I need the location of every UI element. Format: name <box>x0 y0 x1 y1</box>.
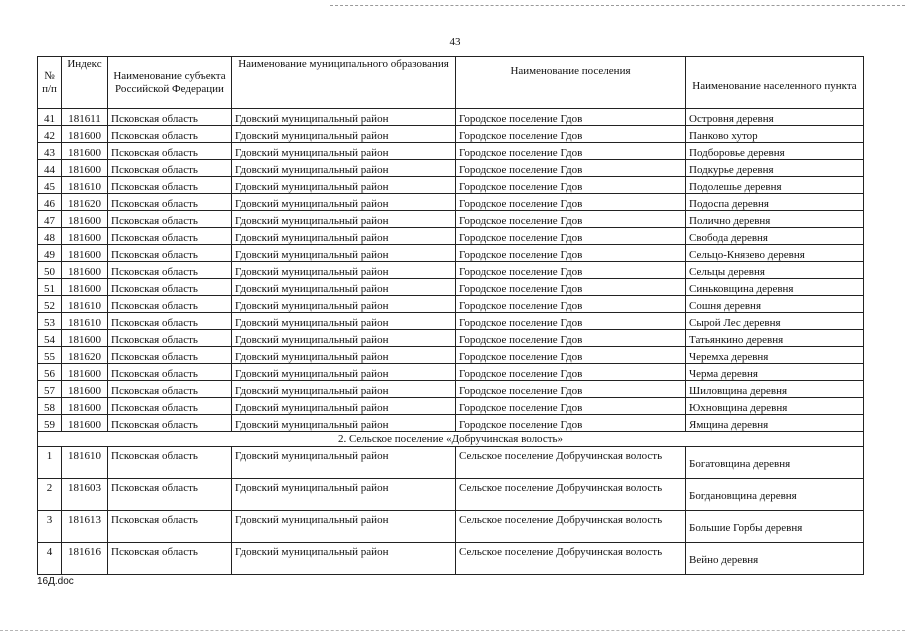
row-municipality: Гдовский муниципальный район <box>232 511 456 543</box>
row-municipality: Гдовский муниципальный район <box>232 415 456 432</box>
row-subject: Псковская область <box>108 313 232 330</box>
row-locality: Сельцы деревня <box>686 262 864 279</box>
row-municipality: Гдовский муниципальный район <box>232 313 456 330</box>
table-row <box>38 313 864 330</box>
row-locality: Богатовщина деревня <box>686 447 864 479</box>
row-locality: Свобода деревня <box>686 228 864 245</box>
row-number: 51 <box>38 279 62 296</box>
table-row <box>38 109 864 126</box>
row-index: 181611 <box>62 109 108 126</box>
row-index: 181600 <box>62 364 108 381</box>
row-locality: Подоспа деревня <box>686 194 864 211</box>
row-settlement: Городское поселение Гдов <box>456 415 686 432</box>
row-settlement: Городское поселение Гдов <box>456 160 686 177</box>
row-municipality: Гдовский муниципальный район <box>232 245 456 262</box>
table-row <box>38 296 864 313</box>
header-settlement: Наименование поселения <box>456 57 686 109</box>
row-subject: Псковская область <box>108 245 232 262</box>
row-subject: Псковская область <box>108 296 232 313</box>
table-row <box>38 160 864 177</box>
row-municipality: Гдовский муниципальный район <box>232 330 456 347</box>
table-row <box>38 364 864 381</box>
table-row <box>38 511 864 543</box>
row-settlement: Городское поселение Гдов <box>456 398 686 415</box>
row-index: 181620 <box>62 194 108 211</box>
row-subject: Псковская область <box>108 330 232 347</box>
row-locality: Вейно деревня <box>686 543 864 575</box>
row-index: 181616 <box>62 543 108 575</box>
table-row <box>38 194 864 211</box>
row-locality: Татьянкино деревня <box>686 330 864 347</box>
row-settlement: Городское поселение Гдов <box>456 330 686 347</box>
row-locality: Подолешье деревня <box>686 177 864 194</box>
row-subject: Псковская область <box>108 228 232 245</box>
locality-table <box>37 56 864 575</box>
table-header-row <box>38 57 864 109</box>
row-municipality: Гдовский муниципальный район <box>232 160 456 177</box>
table-row <box>38 381 864 398</box>
row-index: 181620 <box>62 347 108 364</box>
row-index: 181600 <box>62 398 108 415</box>
row-number: 1 <box>38 447 62 479</box>
row-municipality: Гдовский муниципальный район <box>232 398 456 415</box>
row-locality: Подкурье деревня <box>686 160 864 177</box>
row-locality: Сырой Лес деревня <box>686 313 864 330</box>
row-index: 181600 <box>62 245 108 262</box>
row-settlement: Городское поселение Гдов <box>456 279 686 296</box>
row-locality: Сельцо-Князево деревня <box>686 245 864 262</box>
table-row <box>38 347 864 364</box>
table-row <box>38 228 864 245</box>
row-municipality: Гдовский муниципальный район <box>232 543 456 575</box>
row-locality: Сошня деревня <box>686 296 864 313</box>
row-number: 59 <box>38 415 62 432</box>
row-index: 181600 <box>62 279 108 296</box>
row-subject: Псковская область <box>108 126 232 143</box>
row-settlement: Городское поселение Гдов <box>456 262 686 279</box>
row-number: 53 <box>38 313 62 330</box>
row-subject: Псковская область <box>108 143 232 160</box>
row-number: 45 <box>38 177 62 194</box>
row-number: 44 <box>38 160 62 177</box>
row-subject: Псковская область <box>108 479 232 511</box>
table-body-part1 <box>38 109 864 432</box>
row-number: 43 <box>38 143 62 160</box>
table-section <box>38 432 864 447</box>
row-number: 3 <box>38 511 62 543</box>
row-number: 41 <box>38 109 62 126</box>
row-number: 4 <box>38 543 62 575</box>
table-row <box>38 479 864 511</box>
row-index: 181610 <box>62 447 108 479</box>
row-settlement: Городское поселение Гдов <box>456 364 686 381</box>
row-locality: Подборовье деревня <box>686 143 864 160</box>
row-index: 181600 <box>62 262 108 279</box>
row-settlement: Городское поселение Гдов <box>456 177 686 194</box>
row-number: 54 <box>38 330 62 347</box>
row-subject: Псковская область <box>108 262 232 279</box>
row-municipality: Гдовский муниципальный район <box>232 262 456 279</box>
row-subject: Псковская область <box>108 381 232 398</box>
footer-filename: 16Д.doc <box>37 576 74 587</box>
row-locality: Ямщина деревня <box>686 415 864 432</box>
table-row <box>38 543 864 575</box>
row-settlement: Сельское поселение Добручинская волость <box>456 479 686 511</box>
row-subject: Псковская область <box>108 543 232 575</box>
row-subject: Псковская область <box>108 347 232 364</box>
row-municipality: Гдовский муниципальный район <box>232 279 456 296</box>
row-number: 57 <box>38 381 62 398</box>
row-subject: Псковская область <box>108 194 232 211</box>
row-municipality: Гдовский муниципальный район <box>232 109 456 126</box>
header-index: Индекс <box>62 57 108 109</box>
row-index: 181600 <box>62 211 108 228</box>
table-row <box>38 330 864 347</box>
row-municipality: Гдовский муниципальный район <box>232 126 456 143</box>
row-index: 181600 <box>62 160 108 177</box>
row-settlement: Сельское поселение Добручинская волость <box>456 543 686 575</box>
row-index: 181600 <box>62 143 108 160</box>
row-settlement: Городское поселение Гдов <box>456 126 686 143</box>
row-index: 181600 <box>62 415 108 432</box>
row-subject: Псковская область <box>108 160 232 177</box>
row-number: 58 <box>38 398 62 415</box>
page-number: 43 <box>449 36 461 48</box>
row-municipality: Гдовский муниципальный район <box>232 143 456 160</box>
row-settlement: Городское поселение Гдов <box>456 109 686 126</box>
row-municipality: Гдовский муниципальный район <box>232 296 456 313</box>
header-municipality: Наименование муниципального образования <box>232 57 456 109</box>
row-municipality: Гдовский муниципальный район <box>232 177 456 194</box>
row-number: 56 <box>38 364 62 381</box>
row-municipality: Гдовский муниципальный район <box>232 479 456 511</box>
row-number: 46 <box>38 194 62 211</box>
row-number: 55 <box>38 347 62 364</box>
row-locality: Панково хутор <box>686 126 864 143</box>
row-settlement: Городское поселение Гдов <box>456 381 686 398</box>
row-number: 49 <box>38 245 62 262</box>
row-locality: Синьковщина деревня <box>686 279 864 296</box>
row-subject: Псковская область <box>108 415 232 432</box>
row-locality: Большие Горбы деревня <box>686 511 864 543</box>
table-row <box>38 211 864 228</box>
row-number: 52 <box>38 296 62 313</box>
row-number: 50 <box>38 262 62 279</box>
row-index: 181600 <box>62 330 108 347</box>
header-locality: Наименование населенного пункта <box>686 57 864 109</box>
row-subject: Псковская область <box>108 109 232 126</box>
table-row <box>38 447 864 479</box>
table-row <box>38 279 864 296</box>
row-settlement: Городское поселение Гдов <box>456 245 686 262</box>
row-settlement: Городское поселение Гдов <box>456 313 686 330</box>
row-subject: Псковская область <box>108 511 232 543</box>
table-row <box>38 262 864 279</box>
row-number: 42 <box>38 126 62 143</box>
row-municipality: Гдовский муниципальный район <box>232 194 456 211</box>
table-row <box>38 143 864 160</box>
row-subject: Псковская область <box>108 177 232 194</box>
scan-artifact-top <box>330 5 905 6</box>
row-subject: Псковская область <box>108 398 232 415</box>
section-title: 2. Сельское поселение «Добручинская волость» <box>38 432 864 447</box>
row-subject: Псковская область <box>108 447 232 479</box>
row-index: 181600 <box>62 228 108 245</box>
row-subject: Псковская область <box>108 364 232 381</box>
table-row <box>38 177 864 194</box>
row-subject: Псковская область <box>108 211 232 228</box>
row-locality: Черма деревня <box>686 364 864 381</box>
row-number: 47 <box>38 211 62 228</box>
table-body-part2 <box>38 447 864 575</box>
row-municipality: Гдовский муниципальный район <box>232 347 456 364</box>
row-municipality: Гдовский муниципальный район <box>232 447 456 479</box>
row-number: 48 <box>38 228 62 245</box>
row-index: 181610 <box>62 296 108 313</box>
row-locality: Шиловщина деревня <box>686 381 864 398</box>
row-subject: Псковская область <box>108 279 232 296</box>
row-municipality: Гдовский муниципальный район <box>232 364 456 381</box>
row-settlement: Городское поселение Гдов <box>456 194 686 211</box>
row-settlement: Городское поселение Гдов <box>456 347 686 364</box>
row-index: 181600 <box>62 381 108 398</box>
row-municipality: Гдовский муниципальный район <box>232 381 456 398</box>
scan-artifact-bottom <box>0 630 905 631</box>
row-locality: Черемха деревня <box>686 347 864 364</box>
row-locality: Юхновщина деревня <box>686 398 864 415</box>
row-municipality: Гдовский муниципальный район <box>232 228 456 245</box>
row-settlement: Городское поселение Гдов <box>456 211 686 228</box>
row-number: 2 <box>38 479 62 511</box>
row-settlement: Сельское поселение Добручинская волость <box>456 447 686 479</box>
row-locality: Полично деревня <box>686 211 864 228</box>
table-row <box>38 126 864 143</box>
row-locality: Богдановщина деревня <box>686 479 864 511</box>
row-settlement: Городское поселение Гдов <box>456 296 686 313</box>
row-index: 181613 <box>62 511 108 543</box>
header-subject: Наименование субъекта Российской Федерации <box>108 57 232 109</box>
row-index: 181610 <box>62 177 108 194</box>
section-row <box>38 432 864 447</box>
table-row <box>38 398 864 415</box>
row-index: 181603 <box>62 479 108 511</box>
row-index: 181610 <box>62 313 108 330</box>
row-locality: Островня деревня <box>686 109 864 126</box>
row-municipality: Гдовский муниципальный район <box>232 211 456 228</box>
row-settlement: Городское поселение Гдов <box>456 228 686 245</box>
table-row <box>38 245 864 262</box>
row-index: 181600 <box>62 126 108 143</box>
row-settlement: Сельское поселение Добручинская волость <box>456 511 686 543</box>
row-settlement: Городское поселение Гдов <box>456 143 686 160</box>
table-row <box>38 415 864 432</box>
header-number: № п/п <box>38 57 62 109</box>
